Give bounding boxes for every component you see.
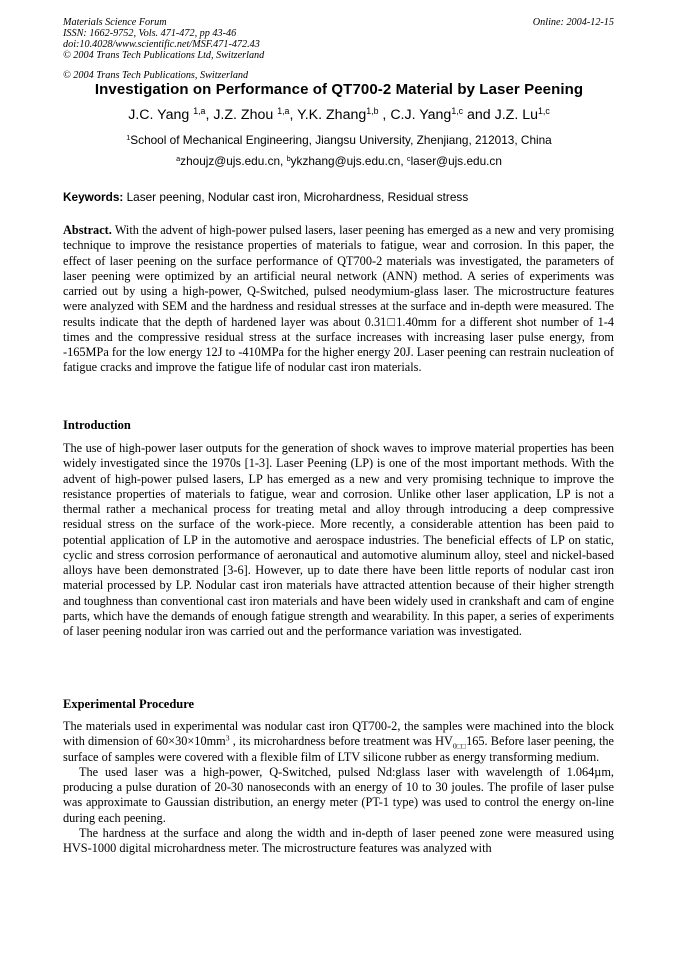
publisher-copyright: © 2004 Trans Tech Publications Ltd, Switzerland xyxy=(63,50,265,61)
abstract xyxy=(63,223,614,376)
author: Y.K. Zhang$^{1,b}$ , xyxy=(297,106,391,123)
experimental-heading: Experimental Procedure xyxy=(63,697,195,711)
copyright-notice: © 2004 Trans Tech Publications, Switzerland xyxy=(63,70,249,81)
publication-info xyxy=(63,17,264,61)
email[interactable]: $^c$laser@ujs.edu.cn xyxy=(406,153,502,168)
paragraph: The hardness at the surface and along the width and in-depth of laser peened zone were measured using HVS-1000 digital microhardness meter. The microstructure features was analyzed with xyxy=(63,825,614,855)
email-list xyxy=(0,154,678,168)
paragraph: The used laser was a high-power, Q-Switched, pulsed Nd:glass laser with wavelength of 1.064µm, producing a pulse duration of 20-30 nanoseconds with an energy of 10 to 30 joules. The profile of laser pulse was approximate to Gaussian distribution, an energy meter (PT-1 type) was used to control the energy on-line during each peening. xyxy=(63,764,614,825)
affiliation: $^1$School of Mechanical Engineering, Jiangsu University, Zhenjiang, 212013, China xyxy=(126,132,552,147)
issn-line: ISSN: 1662-9752, Vols. 471-472, pp 43-46 xyxy=(63,28,237,39)
paragraph: The use of high-power laser outputs for the generation of shock waves to improve material properties has been widely investigated since the 1970s [1-3]. Laser Peening (LP) is one of the most important methods. With the advent of high-power pulsed lasers, LP has emerged as a new and very promising technique to improve the resistance properties of materials to fatigue, wear and corrosion. Unlike other laser application, LP is not a thermal rather a mechanical process for treating metal and alloy through introducing a deep compressive residual stress on the surface of the work-piece. More recently, a considerable attention has been paid to potential application of LP in the automotive and aerospace industries. The beneficial effects of LP on static, cyclic and stress corrosion performance of aeronautical and automotive aluminum alloy, steel and nickel-based alloys have been demonstrated [3-6]. However, up to date there have been little reports of nodular cast iron material processed by LP. Nodular cast iron materials have attracted attention because of their higher strength and toughness than conventional cast iron materials and have been widely used in crankshaft and cam of engine parts, which have the demands of enough fatigue strength and wearability. In this paper, a series of experiments of laser peening nodular iron was carried out and the performance variation was investigated. xyxy=(63,441,614,638)
author-list xyxy=(0,107,678,123)
paper-title: Investigation on Performance of QT700-2 Material by Laser Peening xyxy=(94,81,584,98)
journal-name: Materials Science Forum xyxy=(63,17,167,28)
online-date: Online: 2004-12-15 xyxy=(532,17,614,28)
email[interactable]: $^a$zhoujz@ujs.edu.cn, xyxy=(176,153,287,168)
author: J.Z. Zhou $^{1,a}$, xyxy=(213,106,298,123)
doi-line: doi:10.4028/www.scientific.net/MSF.471-472.43 xyxy=(63,39,260,50)
email[interactable]: $^b$ykzhang@ujs.edu.cn, xyxy=(286,153,407,168)
author: J.C. Yang $^{1,a}$, xyxy=(128,106,214,123)
author: C.J. Yang$^{1,c}$ and xyxy=(390,106,495,123)
abstract-text: With the advent of high-power pulsed lasers, laser peening has emerged as a new and very promising technique to improve the resistance properties of materials to fatigue, wear and corrosion. In this paper, the effect of laser peening on the surface performance of QT700-2 materials was investigated, the parameters of laser peening were optimized by an artificial neural network (ANN) method. A series of experiments was carried out by using a high-power, Q-Switched, pulsed neodymium-glass laser. The microstructure features were analyzed with SEM and the hardness and residual stresses at the surface and in-depth were measured. The results indicate that the depth of hardened layer was about 0.31□1.40mm for a different shot number of 1-4 times and the compressive residual stress at the surface increases with increasing laser pulse energy, from -165MPa for the low energy 12J to -410MPa for the higher energy 20J. Laser peening can restrain nucleation of fatigue cracks and improve the fatigue life of nodular cast iron materials. xyxy=(63,223,614,375)
keywords-text: Laser peening, Nodular cast iron, Microhardness, Residual stress xyxy=(126,190,469,204)
paragraph: The materials used in experimental was nodular cast iron QT700-2, the samples were machined into the block with dimension of $60\times 30\times 10mm^3$ , its microhardness before treatment was $HV_{0□□}165$. Before laser peening, the surface of samples were covered with a flexible film of LTV silicone rubber as energy transforming medium. xyxy=(63,719,614,764)
author: J.Z. Lu$^{1,c}$ xyxy=(494,106,550,123)
keywords-label: Keywords: xyxy=(63,190,124,204)
keywords xyxy=(63,190,623,204)
introduction-body xyxy=(63,441,614,639)
introduction-heading: Introduction xyxy=(63,418,131,432)
abstract-label: Abstract. xyxy=(63,223,112,237)
experimental-body xyxy=(63,719,614,856)
